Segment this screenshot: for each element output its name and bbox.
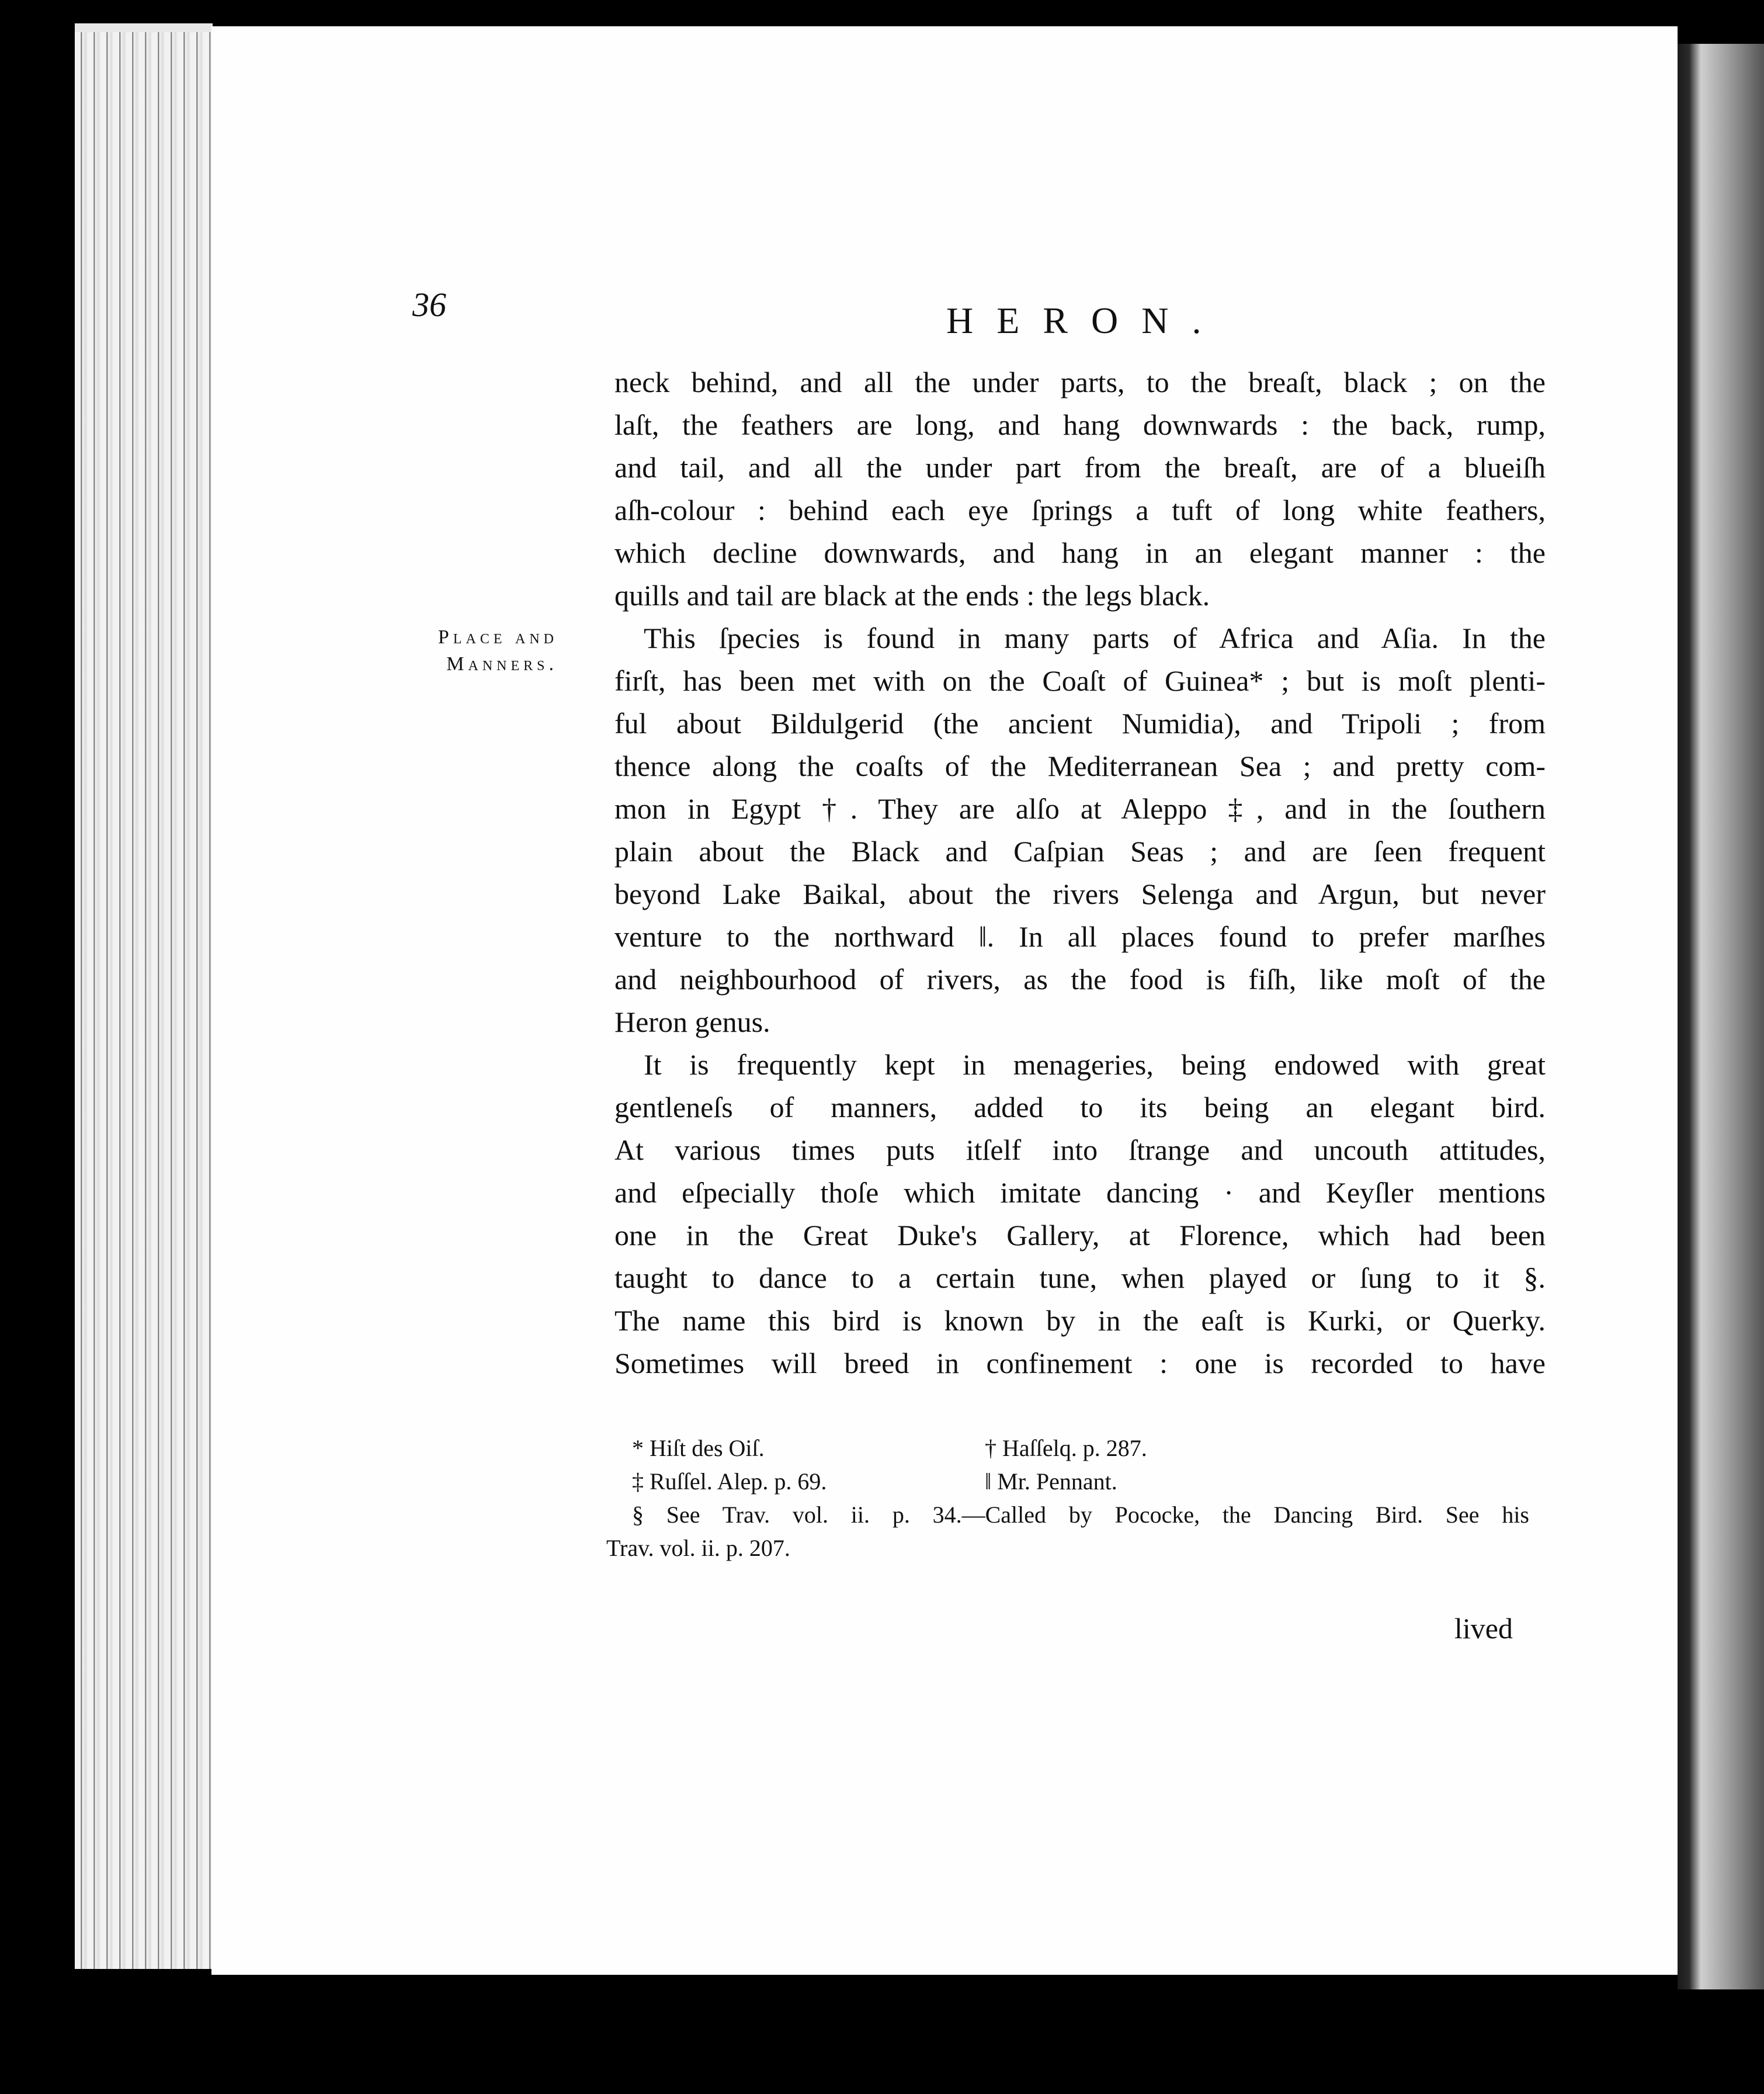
text-line: mon in Egypt †. They are alſo at Aleppo ‡, and in the ſouthern — [614, 792, 1546, 825]
side-note-line: Manners. — [446, 653, 558, 675]
book-page-edges — [75, 32, 213, 1969]
footnote: § See Trav. vol. ii. p. 34.—Called by Pococke, the Dancing Bird. See his — [632, 1502, 1529, 1528]
side-note-line: Place and — [437, 626, 558, 648]
text-line: thence along the coaſts of the Mediterranean Sea ; and pretty com- — [614, 750, 1546, 782]
text-line: gentleneſs of manners, added to its being an elegant bird. — [614, 1091, 1546, 1124]
text-line: plain about the Black and Caſpian Seas ; and are ſeen frequent — [614, 835, 1546, 868]
page-number: 36 — [412, 286, 446, 324]
text-line: and tail, and all the under part from the breaſt, are of a blueiſh — [614, 451, 1546, 484]
text-line: taught to dance to a certain tune, when played or ſung to it §. — [614, 1261, 1546, 1294]
catchword: lived — [1454, 1612, 1513, 1645]
footnote: Trav. vol. ii. p. 207. — [606, 1535, 790, 1561]
text-line: quills and tail are black at the ends : the legs black. — [614, 579, 1210, 612]
text-line: one in the Great Duke's Gallery, at Florence, which had been — [614, 1219, 1546, 1251]
text-line: It is frequently kept in menageries, being endowed with great — [644, 1048, 1546, 1081]
footnote: * Hiſt des Oiſ. — [632, 1435, 765, 1461]
footnote: ‖ Mr. Pennant. — [985, 1468, 1117, 1495]
text-line: and neighbourhood of rivers, as the food is fiſh, like moſt of the — [614, 963, 1546, 996]
footnote: ‡ Ruſſel. Alep. p. 69. — [632, 1468, 827, 1495]
text-line: Sometimes will breed in confinement : one is recorded to have — [614, 1347, 1546, 1379]
text-line: neck behind, and all the under parts, to the breaſt, black ; on the — [614, 366, 1546, 398]
text-line: Heron genus. — [614, 1006, 770, 1038]
running-head: HERON. — [946, 300, 1225, 341]
text-line: At various times puts itſelf into ſtrange and uncouth attitudes, — [614, 1133, 1546, 1166]
body-text — [614, 361, 1546, 1385]
text-line: This ſpecies is found in many parts of Africa and Aſia. In the — [644, 622, 1546, 654]
text-line: firſt, has been met with on the Coaſt of Guinea* ; but is moſt plenti- — [614, 664, 1546, 697]
footnote-row — [606, 1465, 1529, 1498]
text-line: and eſpecially thoſe which imitate dancing · and Keyſler mentions — [614, 1176, 1546, 1209]
text-line: venture to the northward ‖. In all places found to prefer marſhes — [614, 920, 1546, 953]
footnote-row — [606, 1431, 1529, 1465]
text-line: laſt, the feathers are long, and hang downwards : the back, rump, — [614, 408, 1546, 441]
footnote: † Haſſelq. p. 287. — [985, 1435, 1147, 1461]
facing-page-shadow — [1678, 44, 1764, 1989]
text-line: which decline downwards, and hang in an elegant manner : the — [614, 536, 1546, 569]
text-line: The name this bird is known by in the eaſt is Kurki, or Querky. — [614, 1304, 1546, 1337]
footnotes — [606, 1431, 1529, 1565]
side-note — [418, 624, 558, 678]
text-line: aſh-colour : behind each eye ſprings a tuft of long white feathers, — [614, 494, 1546, 526]
text-line: ful about Bildulgerid (the ancient Numidia), and Tripoli ; from — [614, 707, 1546, 740]
text-line: beyond Lake Baikal, about the rivers Selenga and Argun, but never — [614, 878, 1546, 910]
